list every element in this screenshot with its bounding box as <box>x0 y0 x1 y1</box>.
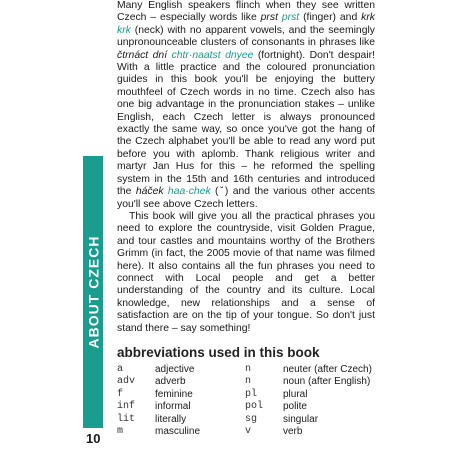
page-content <box>117 0 375 438</box>
abbreviation-meaning: masculine <box>155 426 201 437</box>
czech-word: krk <box>361 12 375 24</box>
page-number: 10 <box>86 431 101 446</box>
abbreviation-meaning: adjective <box>155 363 195 375</box>
abbreviation-meaning: feminine <box>155 388 193 400</box>
abbreviation-row <box>117 364 375 376</box>
abbreviation-code: lit <box>117 413 136 425</box>
abbreviation-row <box>117 376 375 388</box>
abbreviation-meaning: plural <box>283 388 308 400</box>
text-run: (finger) and <box>299 12 362 24</box>
abbreviation-meaning: singular <box>283 413 319 425</box>
abbreviation-meaning: literally <box>155 413 187 425</box>
abbreviation-meaning: verb <box>283 426 303 437</box>
book-paragraph: This book will give you all the practical phrases you need to explore the countryside, visit Golden Prague, and tour castles and mountains worthy of the Brothers Grimm (in fact, the 2005 movie of that name was filmed here). It also contains all the fun phrases you need to connect with Local people and get a better understanding of the country and its culture. Local knowledge, new relationships and a sense of satisfaction are on the tip of your tongue. So don't just stand there – say something! <box>117 210 375 334</box>
abbreviation-code: pol <box>245 401 264 413</box>
abbreviation-row <box>117 401 375 413</box>
text-run: (fortnight). Don't despair! With a little practice and the coloured pronunciation guides in this book you'll be enjoying the buttery mouthfeel of Czech words in no time. Czech also has one big advantage in the pronunciation stakes – unlike English, each Czech letter is always pronounced exactly the same way, so once you've got the hang of the Czech alphabet you'll be able to read any word put before you with aplomb. Thank religious writer and martyr Jan Hus for this – he reformed the spelling system in the 15th and 16th centuries and introduced the <box>117 49 375 198</box>
abbreviation-code: m <box>117 426 124 437</box>
text-run: Many English speakers flinch when they see written Czech – especially words like <box>117 0 375 24</box>
czech-word: čtrnáct dní <box>117 49 168 61</box>
section-tab-label: ABOUT CZECH <box>85 235 102 349</box>
abbreviation-code: n <box>245 363 252 375</box>
abbreviation-code: adv <box>117 376 136 388</box>
abbreviation-code: f <box>117 388 124 400</box>
czech-word: háček <box>135 186 164 198</box>
abbreviation-row <box>117 414 375 426</box>
abbreviation-meaning: adverb <box>155 376 186 388</box>
abbreviation-code: v <box>245 426 252 437</box>
abbreviation-code: a <box>117 363 124 375</box>
abbreviation-meaning: informal <box>155 401 191 413</box>
pronunciation-guide: krk <box>117 24 131 36</box>
text-run: (neck) with no apparent vowels, and the seemingly unpronounceable clusters of consonants in phrases like <box>117 24 375 49</box>
abbreviations-table <box>117 364 375 438</box>
section-tab <box>83 156 103 428</box>
abbreviation-code: inf <box>117 401 136 413</box>
pronunciation-guide: chtr·naatst dnyee <box>171 49 254 61</box>
abbreviation-meaning: noun (after English) <box>283 376 371 388</box>
abbreviation-row <box>117 389 375 401</box>
pronunciation-guide: prst <box>281 12 300 24</box>
abbreviation-code: n <box>245 376 252 388</box>
pronunciation-guide: haa·chek <box>167 186 211 198</box>
abbreviation-meaning: polite <box>283 401 307 413</box>
czech-word: prst <box>260 12 278 24</box>
text-run: (ˇ) and the various other accents you'll see above Czech letters. <box>117 186 375 210</box>
abbreviation-code: sg <box>245 413 258 425</box>
abbreviation-row <box>117 426 375 438</box>
abbreviation-code: pl <box>245 388 258 400</box>
abbreviations-heading: abbreviations used in this book <box>117 344 320 360</box>
abbreviation-meaning: neuter (after Czech) <box>283 363 372 375</box>
intro-paragraph <box>117 0 375 211</box>
